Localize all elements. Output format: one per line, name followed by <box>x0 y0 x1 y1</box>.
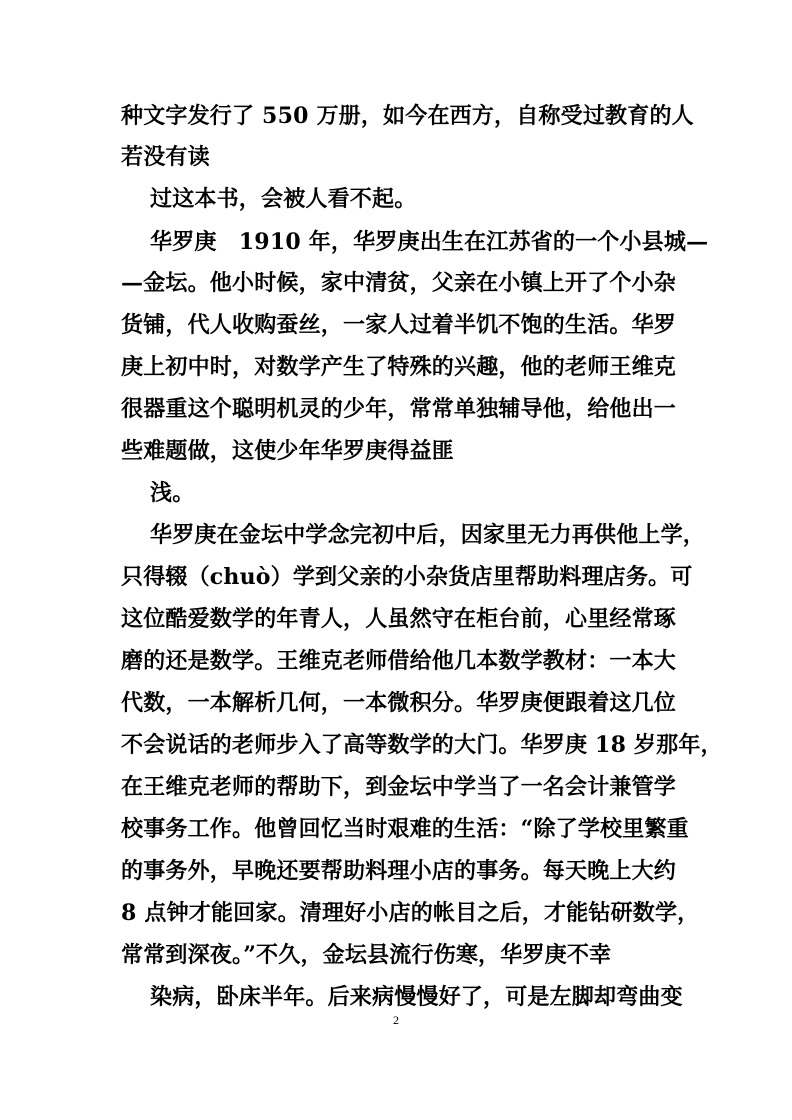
text-line: 不会说话的老师步入了高等数学的大门。华罗庚 18 岁那年， <box>121 732 723 758</box>
text-line: 染病，卧床半年。后来病慢慢好了，可是左脚却弯曲变 <box>150 984 683 1010</box>
text-line: 8 点钟才能回家。清理好小店的帐目之后，才能钻研数学， <box>121 900 700 926</box>
text-line: 很器重这个聪明机灵的少年，常常单独辅导他，给他出一 <box>121 396 677 422</box>
text-line: 在王维克老师的帮助下，到金坛中学当了一名会计兼管学 <box>121 774 677 800</box>
text-line: 这位酷爱数学的年青人，人虽然守在柜台前，心里经常琢 <box>121 606 677 632</box>
text-line: 浅。 <box>150 480 195 506</box>
text-line: 校事务工作。他曾回忆当时艰难的生活：“除了学校里繁重 <box>121 816 689 842</box>
text-line: 过这本书，会被人看不起。 <box>150 186 417 212</box>
text-line: 若没有读 <box>121 144 210 170</box>
text-line: 的事务外，早晚还要帮助料理小店的事务。每天晚上大约 <box>121 858 677 884</box>
text-line: 华罗庚 1910 年，华罗庚出生在江苏省的一个小县城— <box>150 229 709 255</box>
page-number: 2 <box>393 1013 399 1027</box>
text-line: 华罗庚在金坛中学念完初中后，因家里无力再供他上学， <box>150 522 706 548</box>
text-line: 常常到深夜。”不久，金坛县流行伤寒，华罗庚不幸 <box>121 942 612 968</box>
text-line: 庚上初中时，对数学产生了特殊的兴趣，他的老师王维克 <box>121 354 677 380</box>
text-line: 只得辍（chuò）学到父亲的小杂货店里帮助料理店务。可 <box>121 564 693 590</box>
text-line: 种文字发行了 550 万册，如今在西方，自称受过教育的人 <box>121 103 694 129</box>
text-line: 磨的还是数学。王维克老师借给他几本数学教材：一本大 <box>121 648 677 674</box>
text-line: 代数，一本解析几何，一本微积分。华罗庚便跟着这几位 <box>121 690 677 716</box>
text-line: —金坛。他小时候，家中清贫，父亲在小镇上开了个小杂 <box>121 270 677 296</box>
text-line: 些难题做，这使少年华罗庚得益匪 <box>121 438 455 464</box>
text-line: 货铺，代人收购蚕丝，一家人过着半饥不饱的生活。华罗 <box>121 312 677 338</box>
